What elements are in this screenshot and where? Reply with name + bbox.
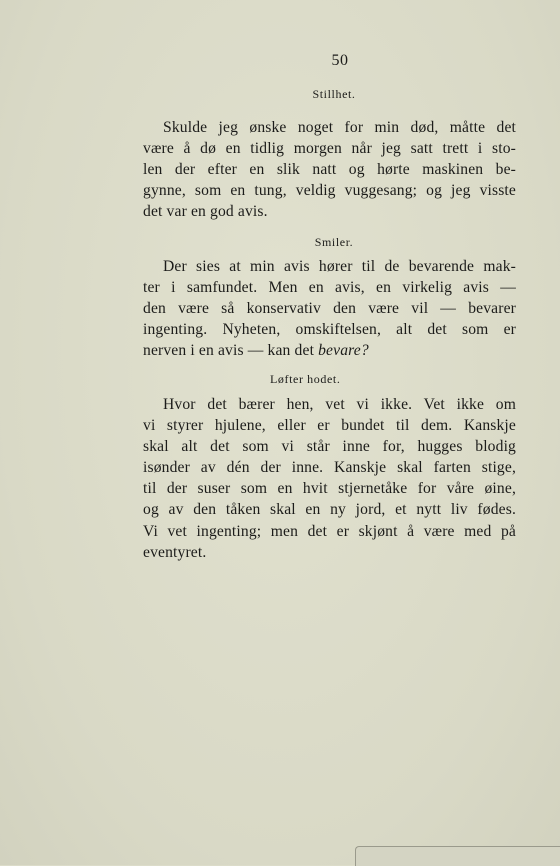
text-line: gynne, som en tung, veldig vuggesang; og jeg visste [143, 182, 516, 200]
stage-direction-raises-head: Løfter hodet. [270, 372, 341, 386]
text-line: og av den tåken skal en ny jord, et nytt liv fødes. [143, 501, 516, 519]
text-line: len der efter en slik natt og hørte maskinen be- [143, 161, 516, 179]
text-line: isønder av dén der inne. Kanskje skal farten stige, [143, 459, 516, 477]
text-line: Skulde jeg ønske noget for min død, måtte det [163, 119, 516, 136]
page-edge-tab [355, 846, 560, 866]
paragraph-2 [143, 256, 516, 361]
text-line: vi styrer hjulene, eller er bundet til dem. Kanskje [143, 417, 516, 435]
text-line-start: nerven i en avis — kan det [143, 342, 315, 360]
text-line: ingenting. Nyheten, omskiftelsen, alt det som er [143, 321, 516, 339]
paragraph-3 [143, 394, 516, 563]
stage-direction-smiles: Smiler. [314, 235, 354, 249]
text-line: Der sies at min avis hører til de bevarende mak- [163, 258, 516, 275]
text-line: det var en god avis. [143, 203, 268, 221]
emphasized-word: bevare? [318, 342, 369, 360]
text-line: være å dø en tidlig morgen når jeg satt trett i sto- [143, 140, 516, 158]
text-line: til der suser som en hvit stjernetåke for våre øine, [143, 480, 516, 498]
stage-direction-silence: Stillhet. [312, 87, 356, 101]
text-line: eventyret. [143, 543, 207, 561]
text-line: Vi vet ingenting; men det er skjønt å være med på [143, 522, 516, 540]
text-line: Hvor det bærer hen, vet vi ikke. Vet ikke om [163, 396, 516, 413]
paragraph-1 [143, 117, 516, 222]
page-number: 50 [331, 52, 349, 69]
text-line: skal alt det som vi står inne for, hugges blodig [143, 438, 516, 456]
text-line-with-emphasis [143, 340, 516, 361]
text-line: den være så konservativ den være vil — bevarer [143, 300, 516, 318]
text-line: ter i samfundet. Men en avis, en virkelig avis — [143, 279, 516, 297]
